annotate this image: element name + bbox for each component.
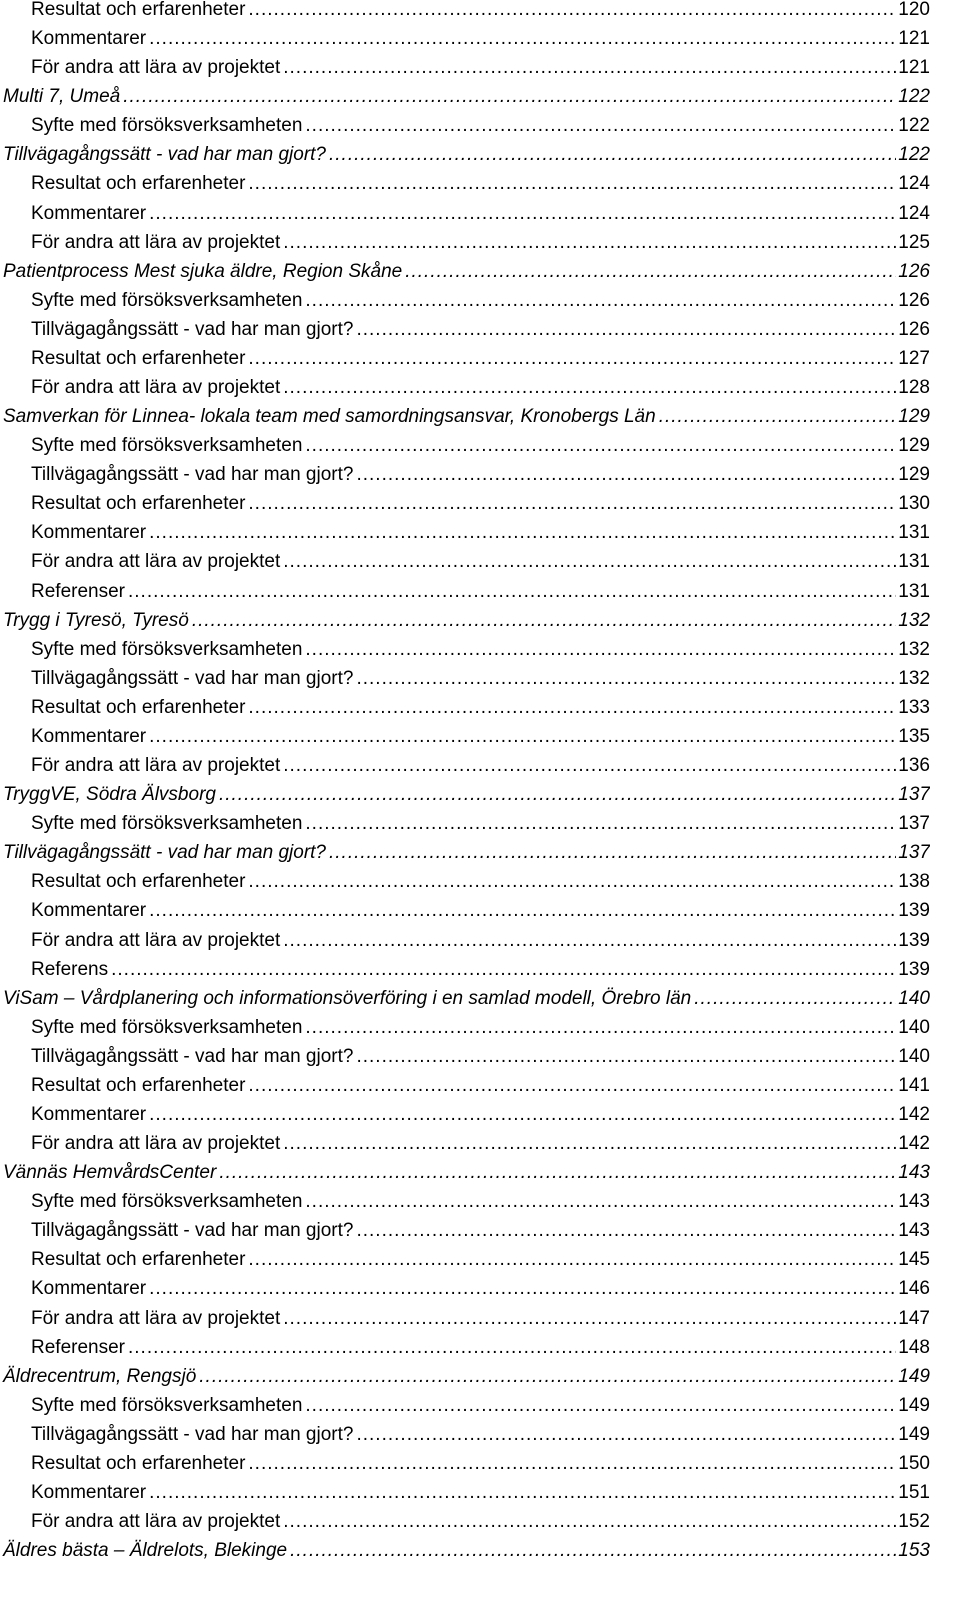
toc-leader-dots — [219, 780, 896, 809]
toc-entry-title: Resultat och erfarenheter — [31, 1249, 246, 1271]
toc-entry-title: Resultat och erfarenheter — [31, 1452, 246, 1474]
toc-leader-dots — [405, 257, 896, 286]
toc-entry-title: Kommentarer — [31, 1481, 147, 1503]
toc-entry-title: Resultat och erfarenheter — [31, 173, 246, 195]
toc-entry[interactable] — [0, 402, 930, 431]
toc-leader-dots — [248, 489, 896, 518]
toc-page-number: 153 — [898, 1540, 930, 1562]
toc-entry-title: Resultat och erfarenheter — [31, 1074, 246, 1096]
toc-page-number: 133 — [898, 696, 930, 718]
toc-entry[interactable] — [0, 838, 930, 867]
toc-leader-dots — [694, 984, 896, 1013]
toc-entry[interactable] — [0, 1274, 930, 1303]
toc-leader-dots — [283, 228, 896, 257]
toc-entry[interactable] — [0, 228, 930, 257]
toc-leader-dots — [356, 315, 896, 344]
toc-entry[interactable] — [0, 1158, 930, 1187]
toc-entry-title: För andra att lära av projektet — [31, 57, 281, 79]
toc-entry-title: Resultat och erfarenheter — [31, 871, 246, 893]
toc-entry[interactable] — [0, 635, 930, 664]
toc-entry[interactable] — [0, 751, 930, 780]
toc-page-number: 129 — [898, 435, 930, 457]
toc-leader-dots — [248, 1245, 896, 1274]
toc-page-number: 131 — [898, 522, 930, 544]
toc-page-number: 143 — [898, 1162, 930, 1184]
toc-entry-title: Kommentarer — [31, 202, 147, 224]
toc-entry[interactable] — [0, 111, 930, 140]
toc-entry[interactable] — [0, 955, 930, 984]
toc-entry[interactable] — [0, 286, 930, 315]
toc-entry[interactable] — [0, 257, 930, 286]
toc-entry-title: Tillvägagångssätt - vad har man gjort? — [3, 144, 326, 166]
toc-entry[interactable] — [0, 577, 930, 606]
toc-page-number: 140 — [898, 987, 930, 1009]
toc-entry-title: För andra att lära av projektet — [31, 377, 281, 399]
toc-entry[interactable] — [0, 1449, 930, 1478]
toc-entry[interactable] — [0, 1362, 930, 1391]
toc-entry-title: För andra att lära av projektet — [31, 1133, 281, 1155]
toc-entry[interactable] — [0, 1042, 930, 1071]
toc-leader-dots — [356, 460, 896, 489]
toc-page-number: 126 — [898, 289, 930, 311]
toc-page-number: 122 — [898, 144, 930, 166]
toc-leader-dots — [283, 1507, 896, 1536]
toc-entry[interactable] — [0, 896, 930, 925]
toc-entry[interactable] — [0, 606, 930, 635]
toc-page-number: 142 — [898, 1103, 930, 1125]
toc-entry-title: Samverkan för Linnea- lokala team med samordningsansvar, Kronobergs Län — [3, 406, 656, 428]
toc-entry[interactable] — [0, 199, 930, 228]
toc-entry-title: För andra att lära av projektet — [31, 929, 281, 951]
toc-leader-dots — [283, 373, 896, 402]
toc-leader-dots — [305, 1391, 896, 1420]
toc-entry-title: Tillvägagångssätt - vad har man gjort? — [31, 318, 354, 340]
toc-leader-dots — [356, 1420, 896, 1449]
toc-entry[interactable] — [0, 867, 930, 896]
toc-leader-dots — [123, 82, 896, 111]
toc-entry-title: Syfte med försöksverksamheten — [31, 1394, 303, 1416]
toc-entry[interactable] — [0, 489, 930, 518]
toc-entry-title: Resultat och erfarenheter — [31, 493, 246, 515]
toc-entry[interactable] — [0, 984, 930, 1013]
toc-entry-title: För andra att lära av projektet — [31, 231, 281, 253]
toc-entry[interactable] — [0, 1216, 930, 1245]
toc-entry-title: För andra att lära av projektet — [31, 1511, 281, 1533]
toc-entry-title: Kommentarer — [31, 28, 147, 50]
toc-leader-dots — [219, 1158, 896, 1187]
toc-entry-title: Referens — [31, 958, 109, 980]
toc-page-number: 130 — [898, 493, 930, 515]
toc-entry-title: Syfte med försöksverksamheten — [31, 638, 303, 660]
toc-entry-title: Kommentarer — [31, 1278, 147, 1300]
toc-entry-title: Tillvägagångssätt - vad har man gjort? — [31, 1423, 354, 1445]
toc-entry-title: Referenser — [31, 1336, 125, 1358]
toc-leader-dots — [149, 199, 896, 228]
toc-page-number: 145 — [898, 1249, 930, 1271]
toc-entry-title: Resultat och erfarenheter — [31, 0, 246, 20]
toc-entry-title: Äldres bästa – Äldrelots, Blekinge — [3, 1540, 288, 1562]
toc-entry[interactable] — [0, 1071, 930, 1100]
toc-leader-dots — [305, 111, 896, 140]
toc-leader-dots — [248, 1071, 896, 1100]
toc-leader-dots — [128, 577, 896, 606]
toc-leader-dots — [149, 1100, 896, 1129]
toc-page-number: 126 — [898, 318, 930, 340]
toc-entry-title: ViSam – Vårdplanering och informationsöverföring i en samlad modell, Örebro län — [3, 987, 692, 1009]
toc-entry[interactable] — [0, 693, 930, 722]
toc-page-number: 132 — [898, 667, 930, 689]
toc-entry[interactable] — [0, 169, 930, 198]
toc-entry[interactable] — [0, 926, 930, 955]
toc-entry-title: Syfte med försöksverksamheten — [31, 1191, 303, 1213]
toc-page-number: 131 — [898, 551, 930, 573]
toc-page-number: 137 — [898, 813, 930, 835]
toc-leader-dots — [305, 1187, 896, 1216]
toc-entry[interactable] — [0, 1391, 930, 1420]
toc-page-number: 152 — [898, 1511, 930, 1533]
toc-entry-title: För andra att lära av projektet — [31, 755, 281, 777]
toc-entry-title: Syfte med försöksverksamheten — [31, 115, 303, 137]
toc-page-number: 135 — [898, 725, 930, 747]
toc-leader-dots — [659, 402, 897, 431]
toc-leader-dots — [283, 547, 896, 576]
toc-page-number: 124 — [898, 173, 930, 195]
toc-entry[interactable] — [0, 460, 930, 489]
toc-leader-dots — [111, 955, 896, 984]
toc-page-number: 149 — [898, 1423, 930, 1445]
toc-page-number: 150 — [898, 1452, 930, 1474]
toc-leader-dots — [356, 1216, 896, 1245]
toc-leader-dots — [305, 809, 896, 838]
toc-page-number: 122 — [898, 115, 930, 137]
toc-entry-title: Äldrecentrum, Rengsjö — [3, 1365, 197, 1387]
toc-leader-dots — [248, 867, 896, 896]
toc-entry-title: Tillvägagångssätt - vad har man gjort? — [31, 464, 354, 486]
toc-leader-dots — [283, 1129, 896, 1158]
toc-entry-title: Kommentarer — [31, 1103, 147, 1125]
toc-entry-title: Resultat och erfarenheter — [31, 347, 246, 369]
toc-entry-title: Syfte med försöksverksamheten — [31, 1016, 303, 1038]
toc-page-number: 132 — [898, 609, 930, 631]
toc-leader-dots — [149, 518, 896, 547]
toc-leader-dots — [283, 53, 896, 82]
toc-page-number: 142 — [898, 1133, 930, 1155]
toc-entry[interactable] — [0, 1420, 930, 1449]
toc-entry[interactable] — [0, 547, 930, 576]
toc-entry-title: Kommentarer — [31, 522, 147, 544]
toc-entry[interactable] — [0, 518, 930, 547]
toc-entry[interactable] — [0, 1100, 930, 1129]
toc-entry[interactable] — [0, 315, 930, 344]
toc-entry[interactable] — [0, 24, 930, 53]
toc-leader-dots — [283, 926, 896, 955]
toc-page-number: 136 — [898, 755, 930, 777]
toc-entry-title: Tillvägagångssätt - vad har man gjort? — [3, 842, 326, 864]
toc-entry-title: För andra att lära av projektet — [31, 551, 281, 573]
toc-page-number: 146 — [898, 1278, 930, 1300]
toc-entry[interactable] — [0, 664, 930, 693]
toc-entry[interactable] — [0, 373, 930, 402]
toc-leader-dots — [305, 635, 896, 664]
toc-entry-title: Kommentarer — [31, 725, 147, 747]
toc-entry-title: Trygg i Tyresö, Tyresö — [3, 609, 189, 631]
toc-entry-title: Syfte med försöksverksamheten — [31, 435, 303, 457]
toc-leader-dots — [356, 1042, 896, 1071]
toc-leader-dots — [283, 751, 896, 780]
toc-page-number: 120 — [898, 0, 930, 20]
toc-entry[interactable] — [0, 722, 930, 751]
toc-leader-dots — [329, 838, 896, 867]
toc-leader-dots — [248, 169, 896, 198]
toc-page-number: 131 — [898, 580, 930, 602]
toc-page-number: 125 — [898, 231, 930, 253]
toc-leader-dots — [305, 431, 896, 460]
toc-leader-dots — [149, 1478, 896, 1507]
toc-entry[interactable] — [0, 82, 930, 111]
toc-entry[interactable] — [0, 431, 930, 460]
toc-leader-dots — [305, 1013, 896, 1042]
toc-page-number: 129 — [898, 406, 930, 428]
toc-entry[interactable] — [0, 344, 930, 373]
toc-page-number: 143 — [898, 1220, 930, 1242]
toc-leader-dots — [149, 1274, 896, 1303]
toc-entry[interactable] — [0, 809, 930, 838]
toc-entry-title: Resultat och erfarenheter — [31, 696, 246, 718]
toc-page-number: 139 — [898, 900, 930, 922]
toc-entry-title: Patientprocess Mest sjuka äldre, Region Skåne — [3, 260, 403, 282]
toc-leader-dots — [149, 722, 896, 751]
toc-page-number: 141 — [898, 1074, 930, 1096]
toc-leader-dots — [192, 606, 896, 635]
toc-entry[interactable] — [0, 140, 930, 169]
toc-entry[interactable] — [0, 1304, 930, 1333]
toc-entry[interactable] — [0, 1129, 930, 1158]
toc-page-number: 139 — [898, 929, 930, 951]
toc-page-number: 149 — [898, 1394, 930, 1416]
toc-page-number: 121 — [898, 57, 930, 79]
toc-page-number: 147 — [898, 1307, 930, 1329]
toc-leader-dots — [199, 1362, 896, 1391]
toc-leader-dots — [149, 896, 896, 925]
toc-page-number: 137 — [898, 784, 930, 806]
toc-page-number: 121 — [898, 28, 930, 50]
toc-page-number: 151 — [898, 1481, 930, 1503]
toc-entry[interactable] — [0, 0, 930, 24]
toc-entry[interactable] — [0, 1478, 930, 1507]
toc-entry-title: TryggVE, Södra Älvsborg — [3, 784, 216, 806]
toc-page-number: 129 — [898, 464, 930, 486]
toc-leader-dots — [149, 24, 896, 53]
toc-page-number: 139 — [898, 958, 930, 980]
toc-page-number: 122 — [898, 86, 930, 108]
toc-page-number: 143 — [898, 1191, 930, 1213]
toc-page-number: 128 — [898, 377, 930, 399]
toc-page-number: 149 — [898, 1365, 930, 1387]
toc-entry-title: För andra att lära av projektet — [31, 1307, 281, 1329]
toc-entry[interactable] — [0, 53, 930, 82]
toc-page-number: 137 — [898, 842, 930, 864]
toc-leader-dots — [248, 693, 896, 722]
toc-entry-title: Tillvägagångssätt - vad har man gjort? — [31, 667, 354, 689]
toc-page-number: 132 — [898, 638, 930, 660]
toc-page-number: 140 — [898, 1016, 930, 1038]
toc-entry[interactable] — [0, 1187, 930, 1216]
toc-entry-title: Tillvägagångssätt - vad har man gjort? — [31, 1220, 354, 1242]
toc-entry-title: Tillvägagångssätt - vad har man gjort? — [31, 1045, 354, 1067]
toc-entry[interactable] — [0, 1245, 930, 1274]
toc-entry-title: Multi 7, Umeå — [3, 86, 121, 108]
toc-page-number: 148 — [898, 1336, 930, 1358]
toc-leader-dots — [290, 1536, 896, 1565]
toc-leader-dots — [248, 344, 896, 373]
toc-page-number: 127 — [898, 347, 930, 369]
toc-entry-title: Kommentarer — [31, 900, 147, 922]
toc-page-number: 124 — [898, 202, 930, 224]
toc-entry[interactable] — [0, 1333, 930, 1362]
toc-entry[interactable] — [0, 1536, 930, 1565]
toc-leader-dots — [128, 1333, 896, 1362]
toc-leader-dots — [305, 286, 896, 315]
toc-leader-dots — [248, 1449, 896, 1478]
toc-entry[interactable] — [0, 780, 930, 809]
toc-page-number: 140 — [898, 1045, 930, 1067]
toc-entry-title: Vännäs HemvårdsCenter — [3, 1162, 217, 1184]
toc-leader-dots — [248, 0, 896, 24]
toc-entry-title: Referenser — [31, 580, 125, 602]
toc-leader-dots — [283, 1304, 896, 1333]
toc-leader-dots — [356, 664, 896, 693]
toc-page-number: 138 — [898, 871, 930, 893]
toc-entry[interactable] — [0, 1507, 930, 1536]
toc-entry-title: Syfte med försöksverksamheten — [31, 813, 303, 835]
toc-page-number: 126 — [898, 260, 930, 282]
toc-entry[interactable] — [0, 1013, 930, 1042]
toc-entry-title: Syfte med försöksverksamheten — [31, 289, 303, 311]
toc-leader-dots — [329, 140, 896, 169]
